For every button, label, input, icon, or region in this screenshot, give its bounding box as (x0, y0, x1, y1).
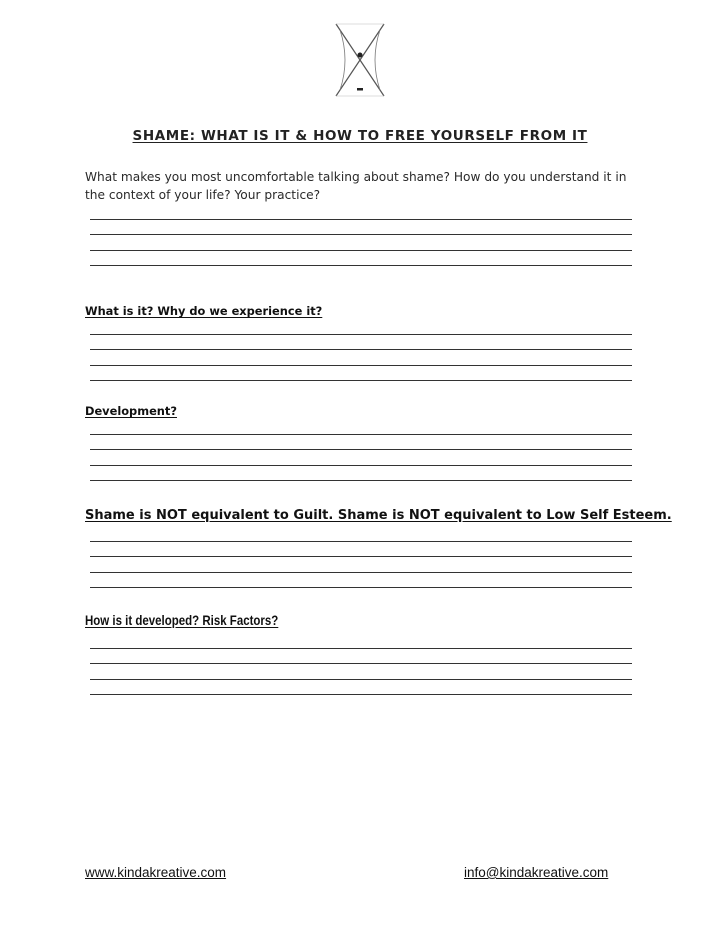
writing-lines-section-3[interactable] (90, 526, 632, 588)
intro-question: What makes you most uncomfortable talking about shame? How do you understand it in the context of your life? Your practice? (85, 170, 627, 202)
writing-line[interactable] (90, 350, 632, 366)
section-heading-what-is-it: What is it? Why do we experience it? (85, 304, 323, 318)
writing-line[interactable] (90, 680, 632, 696)
writing-line[interactable] (90, 466, 632, 482)
email-link[interactable]: info@kindakreative.com (464, 865, 609, 880)
x-mark-logo (330, 22, 390, 98)
writing-line[interactable] (90, 633, 632, 649)
website-link[interactable]: www.kindakreative.com (85, 865, 227, 880)
writing-line[interactable] (90, 204, 632, 220)
writing-line[interactable] (90, 649, 632, 665)
page-title: SHAME: WHAT IS IT & HOW TO FREE YOURSELF FROM IT (132, 128, 588, 144)
writing-lines-section-2[interactable] (90, 419, 632, 481)
section-heading-risk-factors: How is it developed? Risk Factors? (85, 612, 279, 628)
writing-line[interactable] (90, 542, 632, 558)
writing-lines-section-1[interactable] (90, 319, 632, 381)
writing-line[interactable] (90, 220, 632, 236)
writing-line[interactable] (90, 526, 632, 542)
writing-line[interactable] (90, 435, 632, 451)
writing-line[interactable] (90, 419, 632, 435)
writing-lines-intro[interactable] (90, 204, 632, 266)
writing-line[interactable] (90, 335, 632, 351)
writing-line[interactable] (90, 251, 632, 267)
writing-line[interactable] (90, 235, 632, 251)
writing-line[interactable] (90, 664, 632, 680)
section-heading-development: Development? (85, 404, 177, 418)
writing-line[interactable] (90, 450, 632, 466)
writing-line[interactable] (90, 319, 632, 335)
writing-lines-section-4[interactable] (90, 633, 632, 695)
writing-line[interactable] (90, 366, 632, 382)
writing-line[interactable] (90, 557, 632, 573)
writing-line[interactable] (90, 573, 632, 589)
section-heading-not-guilt: Shame is NOT equivalent to Guilt. Shame is NOT equivalent to Low Self Esteem. (85, 508, 672, 523)
